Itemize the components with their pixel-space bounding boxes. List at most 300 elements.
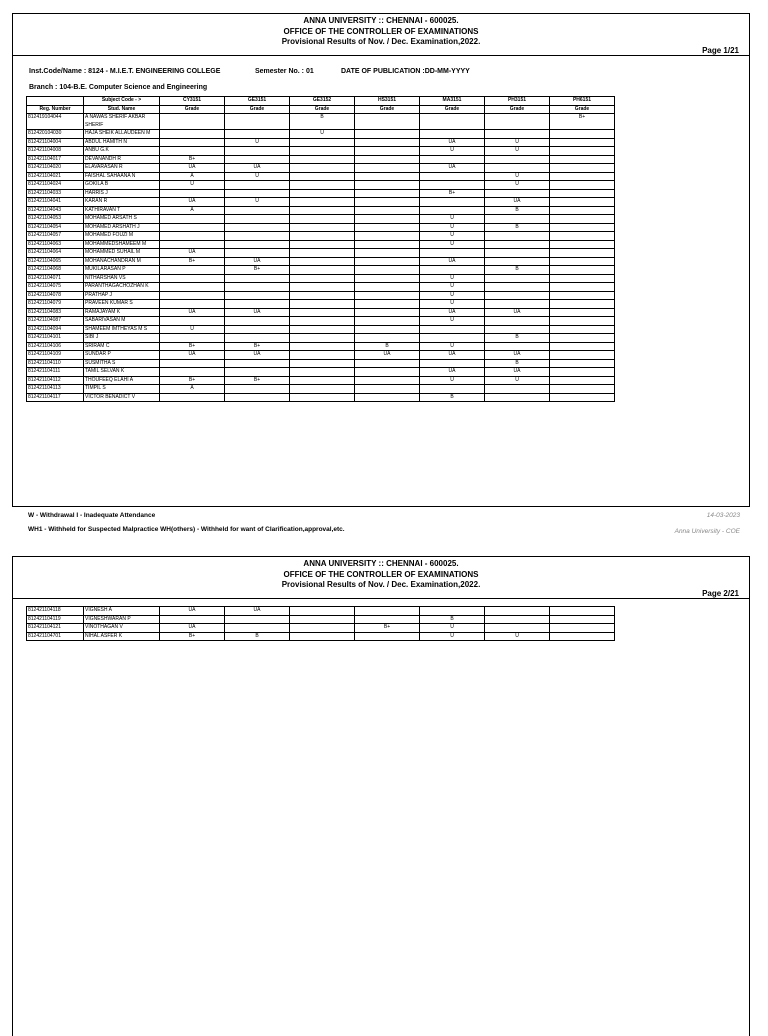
student-name: DEVANANDH R — [84, 155, 160, 164]
grade-cell — [485, 317, 550, 326]
grade-cell — [550, 274, 615, 283]
reg-number: 812421104008 — [27, 147, 84, 156]
grade-cell: UA — [485, 351, 550, 360]
grade-cell: UA — [225, 308, 290, 317]
grade-cell — [355, 334, 420, 343]
grade-cell — [225, 291, 290, 300]
grade-cell — [355, 223, 420, 232]
grade-cell — [355, 283, 420, 292]
reg-number: 812421104119 — [27, 615, 84, 624]
grade-cell — [550, 368, 615, 377]
grade-cell: B+ — [550, 114, 615, 130]
reg-number: 812421104063 — [27, 240, 84, 249]
reg-number: 812421104079 — [27, 300, 84, 309]
grade-cell — [485, 257, 550, 266]
grade-cell — [355, 198, 420, 207]
student-name: PRATHAP J — [84, 291, 160, 300]
grade-cell — [355, 257, 420, 266]
exam-title: Provisional Results of Nov. / Dec. Examination,2022. — [281, 580, 481, 589]
table-row — [27, 274, 615, 283]
grade-cell — [160, 291, 225, 300]
table-row — [27, 130, 615, 139]
grade-cell — [485, 283, 550, 292]
grade-cell — [225, 155, 290, 164]
grade-cell — [225, 368, 290, 377]
student-name: NITHARSHAN VS — [84, 274, 160, 283]
grade-cell — [420, 385, 485, 394]
grade-cell: U — [485, 376, 550, 385]
grade-cell: A — [160, 206, 225, 215]
grade-cell — [160, 130, 225, 139]
results-table — [26, 606, 615, 641]
grade-cell — [290, 215, 355, 224]
grade-cell — [550, 206, 615, 215]
table-row — [27, 385, 615, 394]
grade-cell — [550, 291, 615, 300]
grade-cell — [290, 376, 355, 385]
reg-number: 812421104083 — [27, 308, 84, 317]
subject-code-header: PH3151 — [485, 97, 550, 106]
grade-cell — [225, 232, 290, 241]
reg-number: 812421104101 — [27, 334, 84, 343]
grade-cell — [160, 283, 225, 292]
grade-cell — [485, 232, 550, 241]
student-name: A NAWAS SHERIF AKBAR SHERIF — [84, 114, 160, 130]
grade-cell — [290, 232, 355, 241]
grade-cell: U — [420, 342, 485, 351]
grade-cell: B+ — [225, 266, 290, 275]
results-table — [26, 96, 615, 402]
grade-cell: U — [420, 291, 485, 300]
grade-cell — [550, 615, 615, 624]
grade-cell: B — [485, 206, 550, 215]
grade-cell: UA — [160, 249, 225, 258]
grade-cell — [225, 385, 290, 394]
reg-number: 812421104106 — [27, 342, 84, 351]
grade-cell: U — [420, 232, 485, 241]
grade-cell — [160, 359, 225, 368]
grade-cell: UA — [355, 351, 420, 360]
grade-cell: U — [160, 181, 225, 190]
table-row — [27, 300, 615, 309]
student-name: GOKILA B — [84, 181, 160, 190]
grade-cell — [355, 368, 420, 377]
grade-cell: U — [420, 283, 485, 292]
grade-cell — [485, 291, 550, 300]
grade-cell: U — [290, 130, 355, 139]
grade-cell — [355, 147, 420, 156]
grade-cell — [225, 624, 290, 633]
institution-info: Inst.Code/Name : 8124 - M.I.E.T. ENGINEERING COLLEGE — [29, 68, 221, 75]
grade-cell — [225, 215, 290, 224]
grade-cell: B+ — [355, 624, 420, 633]
grade-cell — [550, 232, 615, 241]
grade-cell — [485, 249, 550, 258]
grade-cell — [485, 114, 550, 130]
grade-cell: U — [420, 215, 485, 224]
grade-cell — [225, 206, 290, 215]
grade-cell — [550, 351, 615, 360]
grade-cell: B — [355, 342, 420, 351]
grade-cell — [485, 624, 550, 633]
grade-cell — [160, 147, 225, 156]
grade-cell: U — [420, 240, 485, 249]
grade-cell — [550, 317, 615, 326]
grade-cell — [550, 164, 615, 173]
grade-cell: UA — [420, 368, 485, 377]
grade-cell — [550, 189, 615, 198]
table-row — [27, 291, 615, 300]
student-name: KATHIRAVAN T — [84, 206, 160, 215]
student-name: SUNDAR P — [84, 351, 160, 360]
grade-cell — [290, 615, 355, 624]
table-row — [27, 232, 615, 241]
student-name: MOHANACHANDRAN M — [84, 257, 160, 266]
grade-cell — [160, 300, 225, 309]
reg-number: 812419104044 — [27, 114, 84, 130]
grade-cell — [420, 181, 485, 190]
student-name: MOHAMED ARSATH S — [84, 215, 160, 224]
grade-cell — [290, 206, 355, 215]
table-row — [27, 342, 615, 351]
student-name: MOHAMMED SUHAIL M — [84, 249, 160, 258]
grade-cell — [550, 385, 615, 394]
grade-cell: UA — [160, 198, 225, 207]
table-row — [27, 615, 615, 624]
grade-cell — [160, 232, 225, 241]
grade-cell — [355, 632, 420, 641]
subject-code-header: MA3151 — [420, 97, 485, 106]
grade-cell: UA — [160, 164, 225, 173]
grade-cell — [420, 130, 485, 139]
student-name: ANBU G.K — [84, 147, 160, 156]
student-name: ABDUL HAMITH N — [84, 138, 160, 147]
grade-cell: U — [225, 172, 290, 181]
student-name: VICTOR BENADICT V — [84, 393, 160, 402]
grade-cell — [355, 300, 420, 309]
student-name: PRAVEEN KUMAR S — [84, 300, 160, 309]
grade-cell: UA — [225, 607, 290, 616]
grade-cell: U — [420, 223, 485, 232]
reg-number: 812421104118 — [27, 607, 84, 616]
publication-date: DATE OF PUBLICATION :DD-MM-YYYY — [341, 68, 470, 75]
grade-cell: UA — [485, 368, 550, 377]
student-name: ELAVARASAN R — [84, 164, 160, 173]
grade-cell — [550, 138, 615, 147]
grade-cell — [550, 308, 615, 317]
grade-cell: B+ — [225, 376, 290, 385]
grade-cell: U — [420, 274, 485, 283]
table-row — [27, 359, 615, 368]
grade-cell — [290, 274, 355, 283]
grade-cell — [355, 130, 420, 139]
grade-cell — [420, 359, 485, 368]
grade-cell: A — [160, 385, 225, 394]
table-row — [27, 368, 615, 377]
grade-cell — [550, 155, 615, 164]
grade-cell — [355, 206, 420, 215]
grade-cell — [290, 607, 355, 616]
grade-cell — [355, 376, 420, 385]
table-row — [27, 198, 615, 207]
grade-cell: A — [160, 172, 225, 181]
student-name: SHAMEEM IMTHEYAS M S — [84, 325, 160, 334]
footer-org: Anna University - COE — [674, 528, 740, 535]
table-row — [27, 181, 615, 190]
grade-cell — [160, 393, 225, 402]
grade-cell — [290, 368, 355, 377]
grade-cell: UA — [420, 164, 485, 173]
office-title: OFFICE OF THE CONTROLLER OF EXAMINATIONS — [283, 569, 479, 579]
grade-cell: UA — [225, 351, 290, 360]
grade-cell — [355, 325, 420, 334]
student-name-header: Stud. Name — [84, 105, 160, 114]
grade-cell — [355, 215, 420, 224]
page-number: Page 2/21 — [702, 589, 739, 598]
reg-number: 812421104087 — [27, 317, 84, 326]
grade-cell — [485, 164, 550, 173]
university-title: ANNA UNIVERSITY :: CHENNAI - 600025. — [303, 16, 459, 25]
grade-cell — [355, 164, 420, 173]
table-row — [27, 266, 615, 275]
reg-number: 812421104043 — [27, 206, 84, 215]
table-header-row — [27, 97, 615, 106]
grade-cell: B — [485, 266, 550, 275]
subject-code-header: GE3151 — [225, 97, 290, 106]
grade-cell — [550, 198, 615, 207]
grade-cell: U — [485, 138, 550, 147]
grade-cell — [290, 164, 355, 173]
reg-number: 812421104053 — [27, 215, 84, 224]
grade-cell — [160, 223, 225, 232]
student-name: MOHAMED FOUZI M — [84, 232, 160, 241]
grade-cell — [550, 223, 615, 232]
student-name: MOHAMED ARSHATH J — [84, 223, 160, 232]
grade-cell — [550, 624, 615, 633]
grade-cell: UA — [485, 308, 550, 317]
grade-cell: B — [485, 223, 550, 232]
grade-cell — [420, 206, 485, 215]
reg-number: 812421104113 — [27, 385, 84, 394]
page-header — [13, 14, 749, 56]
grade-cell — [290, 189, 355, 198]
grade-cell — [160, 215, 225, 224]
grade-cell — [160, 317, 225, 326]
grade-cell — [290, 385, 355, 394]
grade-cell — [420, 266, 485, 275]
reg-number: 812421104071 — [27, 274, 84, 283]
grade-cell — [160, 240, 225, 249]
grade-cell — [225, 249, 290, 258]
reg-number: 812421104109 — [27, 351, 84, 360]
grade-cell — [160, 615, 225, 624]
grade-cell — [485, 189, 550, 198]
grade-cell — [290, 198, 355, 207]
grade-cell — [550, 257, 615, 266]
grade-cell — [355, 249, 420, 258]
grade-cell — [355, 240, 420, 249]
grade-cell: UA — [420, 138, 485, 147]
grade-cell — [225, 283, 290, 292]
grade-cell — [290, 257, 355, 266]
grade-cell — [225, 114, 290, 130]
grade-header: Grade — [550, 105, 615, 114]
table-row — [27, 223, 615, 232]
reg-number: 812420104030 — [27, 130, 84, 139]
grade-cell — [485, 274, 550, 283]
grade-cell — [355, 138, 420, 147]
table-row — [27, 317, 615, 326]
student-name: NIHAL ASFER K — [84, 632, 160, 641]
grade-cell — [355, 266, 420, 275]
grade-cell — [290, 181, 355, 190]
grade-cell: U — [485, 172, 550, 181]
grade-cell — [290, 240, 355, 249]
grade-cell — [290, 393, 355, 402]
grade-cell — [290, 155, 355, 164]
reg-number: 812421104075 — [27, 283, 84, 292]
grade-cell: U — [225, 138, 290, 147]
grade-cell: B — [485, 359, 550, 368]
grade-cell — [355, 317, 420, 326]
table-subheader-row — [27, 105, 615, 114]
grade-cell — [290, 342, 355, 351]
reg-number: 812421104065 — [27, 257, 84, 266]
student-name: PARANTHAGACHOZHAN K — [84, 283, 160, 292]
grade-cell — [355, 114, 420, 130]
grade-cell: B+ — [225, 342, 290, 351]
grade-cell — [420, 607, 485, 616]
table-row — [27, 240, 615, 249]
grade-cell — [550, 393, 615, 402]
grade-cell — [225, 393, 290, 402]
grade-cell — [160, 266, 225, 275]
student-name: THOUFEEQ ELAHI A — [84, 376, 160, 385]
student-name: SIBI J — [84, 334, 160, 343]
reg-number: 812421104117 — [27, 393, 84, 402]
grade-cell — [550, 283, 615, 292]
grade-cell — [485, 385, 550, 394]
legend-line-1: W - Withdrawal I - Inadequate Attendance — [28, 512, 156, 519]
grade-cell — [225, 130, 290, 139]
table-row — [27, 308, 615, 317]
table-row — [27, 215, 615, 224]
grade-cell — [225, 189, 290, 198]
grade-cell — [225, 615, 290, 624]
grade-cell — [225, 317, 290, 326]
grade-header: Grade — [485, 105, 550, 114]
grade-cell — [420, 334, 485, 343]
subject-code-header: GE3152 — [290, 97, 355, 106]
grade-cell: UA — [485, 198, 550, 207]
student-name: RAMAJAYAM K — [84, 308, 160, 317]
grade-cell: U — [160, 325, 225, 334]
grade-cell — [225, 181, 290, 190]
student-name: FAISHAL SAHAANA N — [84, 172, 160, 181]
grade-cell: U — [485, 147, 550, 156]
table-row — [27, 257, 615, 266]
grade-cell — [485, 393, 550, 402]
grade-cell — [550, 607, 615, 616]
grade-cell — [290, 291, 355, 300]
grade-cell — [225, 359, 290, 368]
grade-cell — [420, 172, 485, 181]
table-row — [27, 249, 615, 258]
grade-cell — [355, 232, 420, 241]
grade-cell — [550, 334, 615, 343]
grade-cell — [550, 181, 615, 190]
grade-cell: U — [420, 300, 485, 309]
grade-cell: UA — [225, 257, 290, 266]
grade-cell — [355, 155, 420, 164]
student-name: VIGNESH A — [84, 607, 160, 616]
grade-cell: UA — [160, 624, 225, 633]
reg-number: 812421104064 — [27, 249, 84, 258]
grade-cell — [550, 359, 615, 368]
grade-cell: B — [290, 114, 355, 130]
grade-cell — [420, 325, 485, 334]
grade-cell — [355, 615, 420, 624]
legend-line-2: WH1 - Withheld for Suspected Malpractice WH(others) - Withheld for want of Clarification,approval,etc. — [28, 526, 345, 533]
grade-cell — [485, 215, 550, 224]
grade-cell — [550, 240, 615, 249]
student-name: MUKILARASAN P — [84, 266, 160, 275]
grade-cell — [420, 155, 485, 164]
reg-number-header: Reg. Number — [27, 105, 84, 114]
grade-cell — [290, 138, 355, 147]
grade-cell — [550, 325, 615, 334]
grade-cell: UA — [160, 607, 225, 616]
student-name: MOHAMMEDSHAMEEM M — [84, 240, 160, 249]
grade-cell — [420, 249, 485, 258]
grade-cell — [225, 274, 290, 283]
student-name: SUSMITHA S — [84, 359, 160, 368]
student-name: SRIRAM C — [84, 342, 160, 351]
grade-cell — [355, 308, 420, 317]
reg-number: 812421104701 — [27, 632, 84, 641]
grade-cell — [290, 223, 355, 232]
exam-title: Provisional Results of Nov. / Dec. Examination,2022. — [281, 37, 481, 46]
grade-cell — [355, 172, 420, 181]
student-name: HARRIS J — [84, 189, 160, 198]
reg-number: 812421104094 — [27, 325, 84, 334]
table-row — [27, 325, 615, 334]
reg-number: 812421104024 — [27, 181, 84, 190]
semester-info: Semester No. : 01 — [255, 68, 314, 75]
grade-cell — [355, 189, 420, 198]
grade-header: Grade — [420, 105, 485, 114]
grade-cell — [550, 632, 615, 641]
grade-cell — [290, 624, 355, 633]
grade-cell — [160, 368, 225, 377]
grade-header: Grade — [355, 105, 420, 114]
student-name: TAMIL SELVAN K — [84, 368, 160, 377]
subject-code-header: PH6151 — [550, 97, 615, 106]
grade-cell — [290, 325, 355, 334]
reg-number: 812421104021 — [27, 172, 84, 181]
grade-cell — [290, 334, 355, 343]
table-row — [27, 172, 615, 181]
grade-cell — [160, 114, 225, 130]
grade-cell — [485, 130, 550, 139]
grade-cell — [225, 325, 290, 334]
grade-cell: B+ — [160, 632, 225, 641]
subject-code-label: Subject Code - > — [84, 97, 160, 106]
grade-cell — [485, 240, 550, 249]
reg-number: 812421104111 — [27, 368, 84, 377]
grade-cell — [290, 172, 355, 181]
reg-number: 812421104057 — [27, 232, 84, 241]
